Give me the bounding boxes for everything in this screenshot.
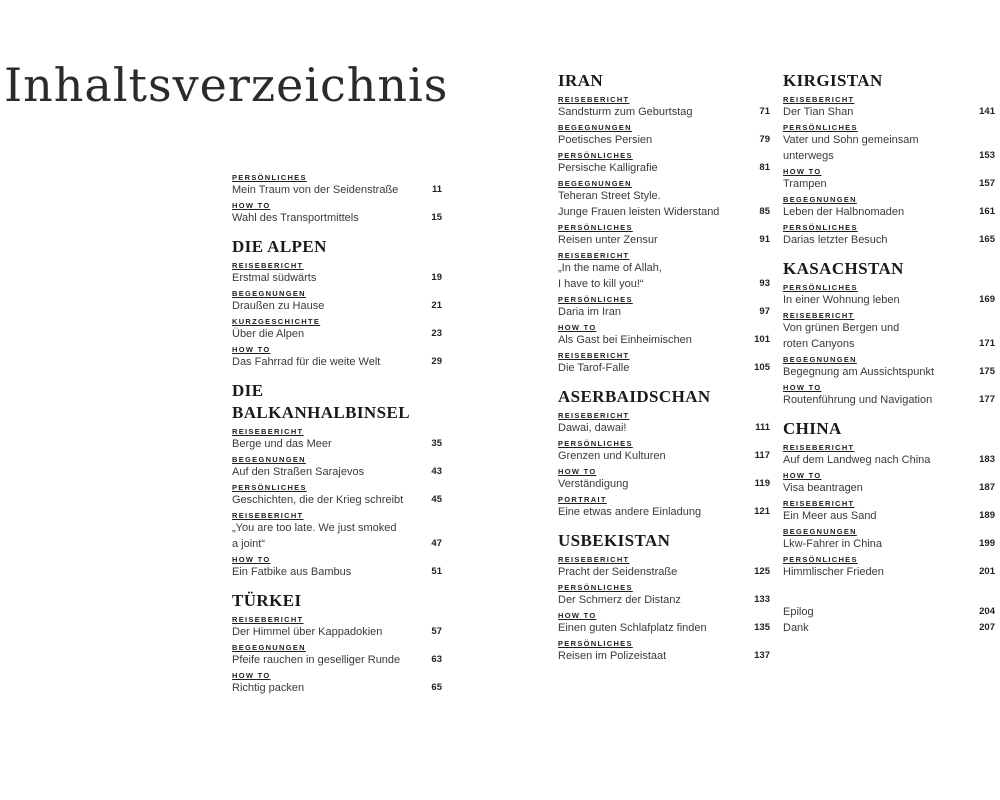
entry-page-number: 15: [431, 212, 442, 223]
entry-category: PERSÖNLICHES: [558, 151, 633, 160]
entry-row: [232, 520, 442, 552]
toc-entry[interactable]: [558, 467, 770, 492]
entry-row: [558, 188, 770, 220]
entry-row: [783, 564, 995, 580]
toc-entry[interactable]: [783, 383, 995, 408]
entry-title: Berge und das Meer: [232, 438, 332, 450]
entry-page-number: 47: [431, 538, 442, 549]
entry-page-number: 135: [754, 622, 770, 633]
entry-page-number: 93: [759, 278, 770, 289]
toc-entry[interactable]: [232, 671, 442, 696]
entry-page-number: 204: [979, 606, 995, 617]
toc-entry[interactable]: [232, 289, 442, 314]
entry-page-number: 187: [979, 482, 995, 493]
entry-title: Auf dem Landweg nach China: [783, 454, 931, 466]
toc-entry[interactable]: [232, 201, 442, 226]
toc-entry[interactable]: [558, 555, 770, 580]
entry-category: REISEBERICHT: [558, 411, 630, 420]
entry-page-number: 207: [979, 622, 995, 633]
entry-category: REISEBERICHT: [783, 443, 855, 452]
entry-row: [783, 604, 995, 620]
entry-row: [783, 536, 995, 552]
toc-entry[interactable]: [783, 604, 995, 620]
entry-row: [232, 182, 442, 198]
toc-entry[interactable]: [783, 620, 995, 636]
toc-entry[interactable]: [232, 615, 442, 640]
entry-title: Begegnung am Aussichtspunkt: [783, 366, 935, 378]
entry-page-number: 133: [754, 594, 770, 605]
entry-category: BEGEGNUNGEN: [783, 355, 857, 364]
entry-row: [232, 680, 442, 696]
entry-title: Dank: [783, 622, 809, 634]
entry-page-number: 117: [754, 450, 770, 461]
toc-entry[interactable]: [783, 527, 995, 552]
entry-title: Der Tian Shan: [783, 106, 854, 118]
entry-page-number: 169: [979, 294, 995, 305]
entry-title: Lkw-Fahrer in China: [783, 538, 883, 550]
entry-page-number: 125: [754, 566, 770, 577]
entry-category: BEGEGNUNGEN: [232, 289, 306, 298]
entry-page-number: 153: [979, 150, 995, 161]
entry-row: [232, 492, 442, 508]
entry-page-number: 65: [431, 682, 442, 693]
toc-section: [783, 580, 995, 636]
entry-row: [783, 176, 995, 192]
entry-title: Die Tarof-Falle: [558, 362, 630, 374]
entry-category: BEGEGNUNGEN: [783, 195, 857, 204]
entry-page-number: 183: [979, 454, 995, 465]
entry-row: [783, 232, 995, 248]
entry-title: Auf den Straßen Sarajevos: [232, 466, 365, 478]
entry-category: HOW TO: [558, 323, 597, 332]
section-heading: KASACHSTAN: [783, 259, 904, 278]
section-heading: DIE ALPEN: [232, 237, 327, 256]
toc-entry[interactable]: [232, 173, 442, 198]
toc-entry[interactable]: [558, 323, 770, 348]
entry-category: PERSÖNLICHES: [558, 583, 633, 592]
section-heading: KIRGISTAN: [783, 71, 883, 90]
entry-row: [783, 620, 995, 636]
toc-entry[interactable]: [558, 251, 770, 292]
entry-category: HOW TO: [232, 201, 271, 210]
toc-entry[interactable]: [783, 443, 995, 468]
entry-category: HOW TO: [232, 555, 271, 564]
toc-entry[interactable]: [558, 295, 770, 320]
entry-row: [558, 332, 770, 348]
entry-title: Reisen unter Zensur: [558, 234, 658, 246]
toc-entry[interactable]: [558, 351, 770, 376]
entry-row: [558, 360, 770, 376]
toc-entry[interactable]: [558, 411, 770, 436]
entry-category: REISEBERICHT: [232, 261, 304, 270]
entry-category: REISEBERICHT: [232, 511, 304, 520]
entry-title: Das Fahrrad für die weite Welt: [232, 356, 381, 368]
entry-category: BEGEGNUNGEN: [232, 643, 306, 652]
toc-entry[interactable]: [558, 151, 770, 176]
entry-row: [558, 648, 770, 664]
entry-category: REISEBERICHT: [232, 615, 304, 624]
entry-page-number: 165: [979, 234, 995, 245]
entry-row: [232, 210, 442, 226]
entry-page-number: 189: [979, 510, 995, 521]
entry-category: BEGEGNUNGEN: [232, 455, 306, 464]
section-heading: ASERBAIDSCHAN: [558, 387, 711, 406]
entry-page-number: 79: [759, 134, 770, 145]
entry-title: „You are too late. We just smoked a joint“: [232, 522, 397, 550]
entry-page-number: 199: [979, 538, 995, 549]
entry-title: Dawai, dawai!: [558, 422, 627, 434]
entry-category: REISEBERICHT: [558, 351, 630, 360]
entry-page-number: 101: [754, 334, 770, 345]
entry-category: PERSÖNLICHES: [232, 173, 307, 182]
entry-category: HOW TO: [558, 611, 597, 620]
toc-entry[interactable]: [783, 167, 995, 192]
entry-page-number: 51: [431, 566, 442, 577]
entry-page-number: 141: [979, 106, 995, 117]
entry-title: Über die Alpen: [232, 328, 305, 340]
entry-row: [558, 132, 770, 148]
toc-entry[interactable]: [783, 123, 995, 164]
entry-category: PORTRAIT: [558, 495, 607, 504]
entry-category: BEGEGNUNGEN: [783, 527, 857, 536]
entry-row: [783, 204, 995, 220]
entry-title: Vater und Sohn gemeinsam unterwegs: [783, 134, 919, 162]
entry-page-number: 11: [431, 184, 442, 195]
entry-row: [558, 448, 770, 464]
entry-category: REISEBERICHT: [232, 427, 304, 436]
entry-row: [558, 160, 770, 176]
entry-row: [232, 464, 442, 480]
section-heading: CHINA: [783, 419, 842, 438]
entry-row: [558, 420, 770, 436]
page-title: Inhaltsverzeichnis: [4, 58, 449, 112]
entry-row: [783, 508, 995, 524]
entry-page-number: 175: [979, 366, 995, 377]
entry-row: [783, 452, 995, 468]
entry-category: PERSÖNLICHES: [783, 123, 858, 132]
entry-row: [558, 620, 770, 636]
entry-title: Ein Meer aus Sand: [783, 510, 877, 522]
entry-category: REISEBERICHT: [558, 95, 630, 104]
entry-category: HOW TO: [783, 383, 822, 392]
toc-section: [232, 590, 442, 696]
entry-category: REISEBERICHT: [783, 95, 855, 104]
toc-column-1: [232, 170, 442, 696]
toc-column-2: [558, 70, 770, 664]
entry-page-number: 23: [431, 328, 442, 339]
entry-row: [783, 392, 995, 408]
toc-entry[interactable]: [232, 427, 442, 452]
entry-row: [558, 564, 770, 580]
entry-row: [783, 320, 995, 352]
entry-row: [558, 104, 770, 120]
toc-column-3: [783, 70, 995, 636]
entry-category: REISEBERICHT: [783, 311, 855, 320]
entry-row: [558, 504, 770, 520]
entry-page-number: 19: [431, 272, 442, 283]
entry-title: Pracht der Seidenstraße: [558, 566, 678, 578]
toc-entry[interactable]: [558, 123, 770, 148]
entry-title: In einer Wohnung leben: [783, 294, 900, 306]
entry-title: Himmlischer Frieden: [783, 566, 884, 578]
section-heading: DIE BALKANHALBINSEL: [232, 381, 410, 422]
entry-category: HOW TO: [783, 471, 822, 480]
entry-row: [232, 326, 442, 342]
toc-section: [783, 258, 995, 408]
toc-entry[interactable]: [232, 261, 442, 286]
toc-entry[interactable]: [232, 317, 442, 342]
entry-page-number: 57: [431, 626, 442, 637]
entry-page-number: 111: [755, 422, 770, 433]
entry-title: Leben der Halbnomaden: [783, 206, 905, 218]
entry-category: KURZGESCHICHTE: [232, 317, 321, 326]
entry-category: BEGEGNUNGEN: [558, 179, 632, 188]
entry-page-number: 35: [431, 438, 442, 449]
entry-row: [232, 354, 442, 370]
entry-row: [783, 364, 995, 380]
toc-entry[interactable]: [232, 455, 442, 480]
entry-category: HOW TO: [232, 671, 271, 680]
toc-entry[interactable]: [232, 555, 442, 580]
toc-entry[interactable]: [558, 611, 770, 636]
entry-category: REISEBERICHT: [558, 555, 630, 564]
toc-entry[interactable]: [783, 223, 995, 248]
toc-entry[interactable]: [783, 471, 995, 496]
entry-category: HOW TO: [558, 467, 597, 476]
toc-entry[interactable]: [783, 195, 995, 220]
toc-section: [558, 530, 770, 664]
entry-title: Verständigung: [558, 478, 629, 490]
toc-section: [232, 380, 442, 580]
entry-row: [783, 132, 995, 164]
entry-title: Als Gast bei Einheimischen: [558, 334, 692, 346]
toc-section: [558, 70, 770, 376]
toc-entry[interactable]: [232, 345, 442, 370]
toc-entry[interactable]: [558, 495, 770, 520]
entry-title: Draußen zu Hause: [232, 300, 325, 312]
entry-page-number: 63: [431, 654, 442, 665]
toc-entry[interactable]: [783, 283, 995, 308]
entry-category: HOW TO: [783, 167, 822, 176]
entry-category: PERSÖNLICHES: [783, 555, 858, 564]
toc-entry[interactable]: [558, 439, 770, 464]
entry-category: REISEBERICHT: [558, 251, 630, 260]
entry-title: Der Schmerz der Distanz: [558, 594, 681, 606]
toc-entry[interactable]: [558, 95, 770, 120]
entry-row: [558, 476, 770, 492]
toc-section: [232, 236, 442, 370]
entry-page-number: 161: [979, 206, 995, 217]
entry-row: [783, 104, 995, 120]
entry-page-number: 85: [759, 206, 770, 217]
toc-entry[interactable]: [783, 555, 995, 580]
entry-category: REISEBERICHT: [783, 499, 855, 508]
entry-title: Daria im Iran: [558, 306, 621, 318]
section-heading: IRAN: [558, 71, 604, 90]
entry-page-number: 45: [431, 494, 442, 505]
entry-page-number: 119: [754, 478, 770, 489]
toc-entry[interactable]: [783, 355, 995, 380]
entry-row: [783, 480, 995, 496]
entry-category: BEGEGNUNGEN: [558, 123, 632, 132]
entry-page-number: 157: [979, 178, 995, 189]
toc-section: [232, 173, 442, 226]
entry-title: Richtig packen: [232, 682, 305, 694]
toc-section: [558, 386, 770, 520]
entry-title: Poetisches Persien: [558, 134, 653, 146]
entry-page-number: 71: [759, 106, 770, 117]
entry-title: Visa beantragen: [783, 482, 863, 494]
toc-entry[interactable]: [783, 95, 995, 120]
entry-title: Sandsturm zum Geburtstag: [558, 106, 693, 118]
entry-category: PERSÖNLICHES: [558, 295, 633, 304]
entry-category: PERSÖNLICHES: [558, 639, 633, 648]
entry-page-number: 81: [759, 162, 770, 173]
entry-title: Einen guten Schlafplatz finden: [558, 622, 707, 634]
entry-category: HOW TO: [232, 345, 271, 354]
entry-row: [558, 260, 770, 292]
entry-title: Der Himmel über Kappadokien: [232, 626, 383, 638]
entry-page-number: 137: [754, 650, 770, 661]
entry-title: Reisen im Polizeistaat: [558, 650, 667, 662]
entry-category: PERSÖNLICHES: [558, 439, 633, 448]
entry-page-number: 177: [979, 394, 995, 405]
entry-row: [558, 304, 770, 320]
entry-title: Geschichten, die der Krieg schreibt: [232, 494, 404, 506]
entry-title: Grenzen und Kulturen: [558, 450, 666, 462]
section-heading: USBEKISTAN: [558, 531, 671, 550]
entry-row: [232, 564, 442, 580]
entry-row: [232, 270, 442, 286]
entry-title: Routenführung und Navigation: [783, 394, 933, 406]
entry-title: Pfeife rauchen in geselliger Runde: [232, 654, 401, 666]
entry-title: Trampen: [783, 178, 827, 190]
entry-page-number: 121: [754, 506, 770, 517]
entry-row: [558, 592, 770, 608]
entry-row: [232, 436, 442, 452]
toc-entry[interactable]: [558, 639, 770, 664]
toc-entry[interactable]: [232, 511, 442, 552]
toc-entry[interactable]: [558, 583, 770, 608]
entry-row: [783, 292, 995, 308]
entry-category: PERSÖNLICHES: [783, 283, 858, 292]
entry-title: Epilog: [783, 606, 814, 618]
toc-section: [783, 70, 995, 248]
entry-title: Darias letzter Besuch: [783, 234, 888, 246]
entry-title: Von grünen Bergen und roten Canyons: [783, 322, 900, 350]
entry-category: PERSÖNLICHES: [558, 223, 633, 232]
entry-row: [232, 298, 442, 314]
toc-entry[interactable]: [232, 483, 442, 508]
entry-page-number: 43: [431, 466, 442, 477]
entry-title: Persische Kalligrafie: [558, 162, 658, 174]
entry-row: [232, 624, 442, 640]
entry-page-number: 91: [759, 234, 770, 245]
toc-section: [783, 418, 995, 580]
toc-entry[interactable]: [558, 179, 770, 220]
entry-title: Teheran Street Style. Junge Frauen leisten Widerstand: [558, 190, 720, 218]
entry-page-number: 97: [759, 306, 770, 317]
entry-category: PERSÖNLICHES: [783, 223, 858, 232]
entry-title: Wahl des Transportmittels: [232, 212, 359, 224]
entry-row: [232, 652, 442, 668]
toc-entry[interactable]: [783, 311, 995, 352]
section-spacer: [783, 580, 995, 604]
entry-title: Ein Fatbike aus Bambus: [232, 566, 352, 578]
entry-title: Mein Traum von der Seidenstraße: [232, 184, 399, 196]
toc-entry[interactable]: [232, 643, 442, 668]
entry-page-number: 21: [431, 300, 442, 311]
section-heading: TÜRKEI: [232, 591, 302, 610]
toc-entry[interactable]: [558, 223, 770, 248]
entry-row: [558, 232, 770, 248]
entry-page-number: 29: [431, 356, 442, 367]
entry-page-number: 201: [979, 566, 995, 577]
entry-title: „In the name of Allah, I have to kill you!“: [558, 262, 662, 290]
toc-entry[interactable]: [783, 499, 995, 524]
entry-page-number: 171: [979, 338, 995, 349]
entry-title: Erstmal südwärts: [232, 272, 317, 284]
entry-title: Eine etwas andere Einladung: [558, 506, 702, 518]
entry-category: PERSÖNLICHES: [232, 483, 307, 492]
entry-page-number: 105: [754, 362, 770, 373]
